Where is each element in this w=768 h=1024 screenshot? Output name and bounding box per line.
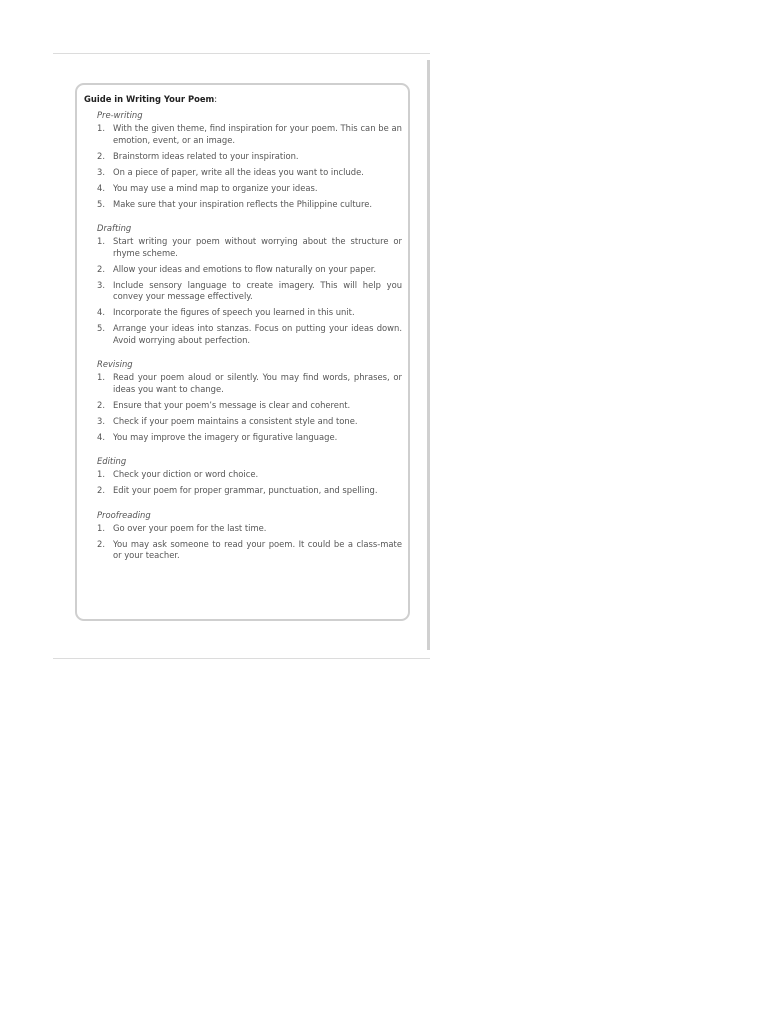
item-text: You may use a mind map to organize your ideas. [113, 182, 318, 193]
section-title: Editing [97, 456, 127, 466]
item-number: 4. [97, 307, 105, 317]
item-text: Check your diction or word choice. [113, 469, 259, 479]
step-list [84, 523, 402, 562]
list-item [84, 236, 402, 259]
list-item [84, 400, 402, 412]
item-number: 3. [97, 279, 105, 290]
list-item [84, 183, 402, 195]
guide-title [84, 93, 402, 105]
item-number: 2. [97, 485, 105, 495]
section-editing [84, 455, 402, 497]
item-number: 4. [97, 431, 105, 442]
list-item [84, 323, 402, 346]
list-item [84, 280, 402, 303]
item-text: Allow your ideas and emotions to flow naturally on your paper. [113, 263, 377, 274]
item-text: Edit your poem for proper grammar, punctuation, and spelling. [113, 485, 378, 495]
top-divider [53, 53, 430, 54]
section-title: Proofreading [97, 509, 151, 520]
list-item [84, 123, 402, 146]
item-number: 2. [97, 399, 105, 410]
list-item [84, 372, 402, 395]
item-number: 3. [97, 415, 105, 426]
item-text: Brainstorm ideas related to your inspiration. [113, 150, 299, 161]
list-item [84, 264, 402, 276]
list-item [84, 199, 402, 211]
list-item [84, 432, 402, 444]
list-item [84, 151, 402, 163]
step-list [84, 469, 402, 497]
item-text: Incorporate the figures of speech you learned in this unit. [113, 307, 355, 317]
item-number: 4. [97, 182, 105, 193]
section-drafting [84, 222, 402, 346]
item-number: 2. [97, 263, 105, 274]
document-page [53, 60, 430, 650]
list-item [84, 307, 402, 319]
step-list [84, 372, 402, 443]
item-text: Ensure that your poem’s message is clear and coherent. [113, 399, 351, 410]
item-text: Go over your poem for the last time. [113, 522, 267, 533]
item-text: Read your poem aloud or silently. You may find words, phrases, or ideas you want to change. [113, 372, 402, 394]
step-list [84, 236, 402, 346]
section-pre-writing [84, 109, 402, 210]
item-number: 2. [97, 538, 105, 549]
item-number: 1. [97, 522, 105, 533]
list-item [84, 485, 402, 497]
section-proofreading [84, 509, 402, 562]
list-item [84, 539, 402, 562]
item-text: On a piece of paper, write all the ideas you want to include. [113, 166, 364, 177]
section-revising [84, 358, 402, 443]
item-number: 3. [97, 166, 105, 177]
item-number: 5. [97, 198, 105, 209]
item-text: You may improve the imagery or figurative language. [113, 431, 338, 442]
item-number: 1. [97, 123, 105, 133]
step-list [84, 123, 402, 210]
item-text: With the given theme, find inspiration for your poem. This can be an emotion, event, or an image. [113, 123, 402, 145]
list-item [84, 167, 402, 179]
item-number: 1. [97, 372, 105, 382]
item-number: 1. [97, 236, 105, 246]
item-text: Arrange your ideas into stanzas. Focus on putting your ideas down. Avoid worrying about perfection. [113, 323, 402, 345]
item-text: Start writing your poem without worrying about the structure or rhyme scheme. [113, 236, 402, 258]
list-item [84, 523, 402, 535]
list-item [84, 416, 402, 428]
guide-box [75, 83, 410, 621]
guide-title-text: Guide in Writing Your Poem [84, 94, 215, 104]
item-text: Check if your poem maintains a consistent style and tone. [113, 415, 358, 426]
item-text: Make sure that your inspiration reflects the Philippine culture. [113, 198, 373, 209]
section-title: Drafting [97, 223, 132, 233]
item-number: 1. [97, 469, 105, 479]
item-text: You may ask someone to read your poem. It could be a class-mate or your teacher. [113, 538, 402, 560]
guide-title-colon: : [214, 94, 218, 104]
item-number: 5. [97, 323, 105, 333]
list-item [84, 469, 402, 481]
item-number: 2. [97, 150, 105, 161]
section-title: Pre-writing [97, 110, 143, 120]
section-title: Revising [97, 359, 133, 369]
item-text: Include sensory language to create imagery. This will help you convey your message effectively. [113, 279, 402, 301]
bottom-divider [53, 658, 430, 659]
